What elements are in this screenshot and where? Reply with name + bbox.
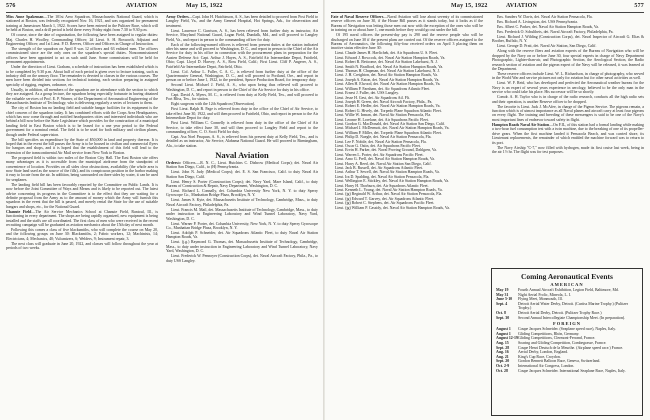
paragraph-text: to Officers.—R. N. C., Lieut. Hutchins C. Disbrow (Medical Corps); det. Naval Air Station San Diego, Calif., to (H) Pennsylvania. (166, 160, 318, 170)
event-date: May 19 (496, 288, 509, 292)
article-paragraph (492, 105, 644, 123)
right-column-2 (492, 15, 644, 265)
article-paragraph (166, 15, 318, 28)
article-paragraph (166, 180, 318, 189)
article-paragraph (166, 189, 318, 198)
paragraph-text: Comdr. A. H. Taylor who is in charge of the radio research, conducts all the high radio sets and their operation, is another Reserve officer to be dropped. (492, 95, 644, 104)
paragraph-text: Of 195 naval officers the present-day pay is 290 and the reserve people who will be discharged on June 30 if the present plans are carried out. Of the reserve officers assigned to the Bureau of Aeronautics, the following fifty-four received orders on April 3 placing them on inactive status effective June 30: (331, 33, 483, 51)
officer-entry: Lieut. Ernest J. Fuller, det. USS Langley. (335, 91, 399, 96)
paragraph-text: Lieut. Frederick W. Pennoyer (Construction Corps), det. Naval Aircraft Factory, Phila., Pa., to duty USS Langley. (166, 254, 318, 263)
event-text: Flying Meet, Monmouth, Ill. (518, 297, 563, 302)
paragraph-text: Ens. Sanders W. Davis, det. Naval Air Station Pensacola, Fla. (497, 15, 593, 19)
officer-entry: Lieut. (jg) Robert C. Stephens, det. Air Squadrons Pacific Fleet. (335, 201, 435, 206)
article-paragraph (6, 88, 158, 106)
officer-entry: Lieut. Arno G. Prell, det. Naval Air Station Hampton Roads, Va. (335, 157, 435, 162)
article-paragraph (6, 33, 158, 46)
article-paragraph (6, 65, 158, 87)
article-paragraph (492, 25, 644, 29)
paragraph-text: Following this comes a class of five blacksmiths, who will complete the course on May 20, and the following groups on June 30: Blacksmiths, 2; Fabric workers, 12; Machinists, 14; Electricians, 4; Mechanics, 40; Vulcanizers, 6; Welders, 9; Instrument repair, 3. (6, 228, 158, 241)
events-american-label: AMERICAN (550, 282, 584, 287)
officer-entry: Lieut. Warren L. Porter, det. Air Squadrons Pacific Fleet. (335, 152, 424, 157)
article-paragraph (166, 254, 318, 263)
event-text: Gliding Competitions, Clermont-Ferrand, France. (518, 336, 596, 341)
article-paragraph (6, 15, 158, 33)
right-page (325, 0, 650, 420)
event-date: Oct. 8 (496, 310, 506, 315)
officer-entry: Lieut. Philip D. Naegle, det. Naval Air Station Pensacola, Fla. (335, 135, 432, 140)
event-text: Coupe Jacques Schneider. (Seaplane speed race), Naples, Italy. (518, 327, 616, 332)
article-paragraph (166, 29, 318, 42)
event-row (496, 302, 638, 311)
paragraph-text: Lieut. Warner P. Porter, det. Columbia University, New York, N. Y. to duty Sperry Gyroscope Co., Manhattan Bridge Plaza, Brooklyn, N. Y. (166, 221, 318, 230)
event-text: Coupe Jacques Schneider. International Seaplane Race, Naples, Italy. (518, 368, 626, 373)
officer-entry: Lieut. Allen H. Elwood, det. Naval Air Station Hampton Roads, Va. (335, 82, 441, 87)
paragraph-text: Lieut. Adolph P. Schneider, det. Air Squadrons Atlantic Fleet, to duty Naval Air Station Hampton Roads, Va. (166, 230, 318, 240)
officer-entry: Lieut. Edward J. Bowcock, det. Naval Air Station Hampton Roads, Va. (335, 55, 446, 60)
paragraph-text: These reserve officers include Lieut. W. L. Richardson, in charge of photography, who served in the World War and service pictures not only for aviation but for other naval activities as well. (492, 72, 644, 81)
paragraph-lead: Hampton Roads Naval Air Station (492, 122, 550, 127)
article-paragraph (492, 44, 644, 48)
article-paragraph (492, 72, 644, 81)
article-paragraph (166, 107, 318, 120)
event-text: Soaring and Gliding Competition, Combegrasse, France. (518, 340, 607, 345)
paragraph-text: Lieut. John N. Judy (Medical Corps); det. E. S. San Francisco, Calif. to duty Naval Air Station San Diego, Calif. (166, 170, 318, 179)
officer-entry: Lieut. Oscar G. Osiin, det. Air Squadrons Pacific Fleet. (335, 143, 421, 148)
article-paragraph (492, 95, 644, 104)
article-paragraph (166, 198, 318, 207)
paragraph-lead: Miss Anne Spakeman (6, 15, 44, 19)
officer-entry: Lieut. J. H. Creighton, det. Naval Air Station Hampton Roads, Va. (335, 73, 438, 78)
article-paragraph (166, 135, 318, 148)
event-date: Sept. 4 (496, 301, 508, 306)
paragraph-text: Second Lieut. Michael J. Fiehl, A. S., who upon being thus relieved will proceed to Washington, D. C., and report in person to the Chief of the Air Service for duty in his office. (166, 83, 318, 92)
officer-entry: Lieut. Robert E. Hedler, det. Naval Air Station Hampton Roads, Va. (335, 104, 441, 109)
header-rule (331, 12, 644, 13)
event-date: Oct. 28 (496, 368, 508, 373)
paragraph-text: Along with the reserve fliers and aviation experts of the Bureau of Navigation who will be dropped by the Navy on or before June 30, four special experts in charge of Navy Department Photographic, Lighter-than-air, and Photographic Section, the Aerological Section, the Radio research section of aviation and the pigeon expert of the Navy will be released, it was learned at the Department. (492, 49, 644, 72)
event-text: Detroit Aerial Water Derby, Detroit. (Curtiss Marine Trophy.) (Pulitzer Trophy.) (518, 301, 629, 311)
article-paragraph (166, 83, 318, 92)
event-date: August 1 (496, 327, 511, 332)
article-paragraph (166, 161, 318, 170)
left-column-1 (6, 15, 158, 418)
events-foreign-label: FOREIGN (552, 321, 581, 327)
event-text: Aerial Derby, London, England. (518, 350, 569, 355)
officer-entry: Lieut. Ervin H. Parker, det. Naval Proving Ground, Dahlgren, Va. (335, 148, 437, 153)
event-text: Gliding Competitions, Rhön, Germany. (518, 331, 580, 336)
officer-entry: Lieut. Kenneth L. Young, det. Naval Air Station Hampton Roads, Va. (335, 188, 443, 193)
event-date: August 1 (496, 331, 511, 336)
section-title: Naval Aviation (215, 150, 269, 161)
paragraph-text: Lieut. Col. Arthur L. Fuller, C. A. C., is relieved from further duty at the office of the Quartermaster General, Washington, D. C., and will proceed to Portland, Ore., and report in person on or before June 1, 1922, to the president, Spruce Production Board, for temporary duty. (166, 69, 318, 83)
paragraph-text: Each of the following-named officers is relieved from present duties at the station indicated after his name and will proceed to Washington, D. C., and report in person to the Chief of the Air Service for duty in his office in connection with the procurement plans in preparation for the Austen Defense Act: Capt. Arthur J. Hayes, A. S., Fairfield Air Intermediate Depot, Fairfield, Ohio; Capt. Lloyd D. Harvey, A. S., Ross Field, Calif.; First Lieut. Cliff P. Angerer, A. S., Fairfield Air Intermediate Depot, Fairfield, Ohio. (166, 42, 318, 69)
officer-entry: Lieut. Claude James H. Havlichek, det. Air Squadrons U. S. Fleet. (335, 51, 438, 56)
running-title: AVIATION (506, 3, 538, 9)
page-number: 577 (634, 3, 644, 9)
paragraph-text: Capt. David A. Myers, M. C., is relieved from duty at Kelly Field, Tex., and will proceed to Fort Bliss, Tex., for station. (166, 92, 318, 102)
article-paragraph (166, 43, 318, 69)
page-number: 576 (6, 3, 16, 9)
event-text: Gordon Bennett Balloon Race, Geneva, Switzerland. (518, 359, 601, 364)
paragraph-text: Lieut. Richard L. Connally, det. Columbia University New York, N. Y. to duty Sperry Gyroscope Co., Manhattan Bridge Plaza, Brooklyn, N. Y. (166, 188, 318, 198)
article-paragraph (331, 15, 483, 33)
officer-entry: Lieut. Gordon G. MacDonald, det. Naval Air Station San Diego, Calif. (335, 121, 445, 126)
paragraph-text: —The Air Service Mechanics School at Chanute Field, Rantoul, Ill., is functioning in every department. The shops are being rapidly organized, new equipment is being installed and the staffs are all coordinated. The first class of men who were received in the recent recruiting campaign will be graduated as aviation mechanics about the 15th day of next month. (6, 209, 158, 228)
paragraph-text: Ens. Frederick O. Schultheis, det. Naval Aircraft Factory, Philadelphia, Pa. (497, 30, 614, 34)
event-row (496, 316, 638, 321)
event-text: International Air Congress, London. (518, 363, 575, 368)
running-title: AVIATION (126, 3, 158, 9)
paragraph-text: Lieut. Francis M. Mail, det. Massachusetts Institute of Technology, Cambridge, Mass., to duty under instruction in Engineering Laboratory and Wind Tunnel Laboratory, Navy Yard, Washington, D. C. (166, 207, 318, 221)
article-paragraph (492, 81, 644, 94)
article-paragraph (492, 123, 644, 145)
officer-entry: Lieut. Lee F. Nobile, det. Naval Air Station Pensacola, Fla. (335, 139, 427, 144)
header-rule (6, 12, 318, 13)
paragraph-text: Lieut. W. F. Reid, who has developed and perfected the Aeronautical weather bureau for the Navy is an expert of several years experience in aerology, believed to be the only man in the service who could take his place. His successor will be so shortly. (492, 81, 644, 95)
event-date: Aug. 21 (496, 354, 509, 359)
officer-entry: Lieut. Robert R. Bettcome, det. Naval Air Station Lakehurst, N. J. (335, 60, 438, 65)
events-box (491, 268, 643, 416)
officer-entry: Lieut. Leonne H. Lorelane, det. Air Squadrons Pacific Fleet. (335, 117, 429, 122)
article-paragraph (166, 240, 318, 253)
article-paragraph (6, 106, 158, 137)
officer-entry: Lieut. Wellington E. Stickley, det. Naval Air Station Hampton Roads, Va. (335, 179, 450, 184)
article-paragraph (6, 183, 158, 209)
event-date: Sept. 30 (496, 315, 510, 320)
paragraph-text: The proposed field is within two miles of the Boston City Hall. The East Boston site offers many advantages as it is accessible from the municipal airdrome from the standpoint of convenience of location. Provides on all sides clear obstructions, availability (the whole area is now State land used as the source of the fills), and its conspicuous position in the harbor making it easy to locate from the air. In addition, being surrounded on three sides by water, it can be used for seaplanes. (6, 155, 158, 182)
officer-entry: Lieut. Jack B. Russell, det. Air Squadrons Atlantic Fleet. (335, 166, 424, 170)
paragraph-lead: Army Orders (166, 15, 189, 19)
event-date: Sept. 28 (496, 345, 510, 350)
paragraph-text: Usually, in addition, all members of the squadron are in attendance with the section to which they are assigned. As a group lecture, the squadron being especially fortunate in having obtained the valuable services of Prof. E. P. Warner, of the Department of Aeronautical Engineering of the Massachusetts Institute of Technology, who is delivering regularly a series of lectures to them. (6, 87, 158, 106)
paragraph-text: Lieut. James S. Kyte, det. Massachusetts Institute of Technology, Cambridge, Mass., to duty Naval Aircraft Factory, Philadelphia, Pa. (166, 198, 318, 207)
officer-entry: Lieut. Harry A. Reed, det. Naval Air Station San Diego, Calif. (335, 161, 432, 166)
issue-date: May 15, 1922 (451, 3, 488, 9)
left-running-head (6, 3, 318, 12)
article-paragraph (166, 208, 318, 221)
events-title: Coming Aeronautical Events (521, 272, 613, 281)
event-text: Night Aerial Frolic, Mineola, L. I. (518, 292, 572, 297)
paragraph-text: Lieut. Henry S. Porter (Construction Corps); det. Navy Yard, Mare Island, Calif., to duty Bureau of Construction & Repair, Navy Department, Washington, D. C. (166, 179, 318, 188)
event-date: June 5-10 (496, 297, 513, 302)
paragraph-text: —The 101st Aero Squadron, Massachusetts National Guard, which is stationed at Boston, was federally recognized Nov. 16, 1921, and was organized for permanent training at Jamestown March 1, 1922. Scores have been entered in the Pulitzer Race, which will be held at Boston, and a drill period is held there every Friday night from 7.30 to 9.30 p.m. (6, 15, 158, 33)
event-text: Second Annual Intercollegiate Championship Meet. (In preparation). (518, 315, 626, 320)
officer-entry: Lieut. Jesse H. Gest, det. Air Squadrons Atl. Flt. (335, 95, 410, 100)
article-paragraph (492, 15, 644, 19)
officer-entry: Lieut. Harry H. Thorburn, det. Air Squadrons Atlantic Fleet. (335, 183, 429, 188)
event-date: Sept. 20 (496, 359, 510, 364)
officer-entry: Lieut. Willie W. Inman, det. Naval Air Station Pensacola, Fla. (335, 113, 432, 118)
article-paragraph (166, 121, 318, 134)
article-paragraph (6, 210, 158, 228)
paragraph-text: —On F.IL, of this station had a formal landing while making a two-hour fuel consumption test with a twin machine, due to the breaking of one of its propeller-drive gears. When the first machine landed it Pensacola Beach, and was carried shore, its Lieutenant replacements, the remainder of which enabled the machine forward was to return to its port. (492, 122, 644, 145)
event-date: May 31 (496, 292, 509, 297)
officer-entry: Lieut. (jg) William P. Cassidy, det. Naval Air Station Hampton Roads, Va. (335, 205, 450, 210)
paragraph-lead: Orders (166, 160, 178, 165)
article-paragraph (6, 228, 158, 241)
event-date: Aug. 16 (496, 350, 509, 355)
article-paragraph (166, 231, 318, 240)
paragraph-text: The Navy Airship "C-7," now filled with hydrogen, made its first cruise last week, being in the air 1½ hr. The flight was for test purposes. (492, 145, 644, 154)
event-date: August 12-19 (496, 336, 518, 341)
event-text: Coupe Henri Deutsch de la Meurthe. (Airplane speed race.) France. (518, 345, 624, 350)
officer-entry: Lieut. Thomas H. Chapman, det. Naval Air Station Lakehurst, N. J. (335, 69, 440, 74)
article-paragraph (166, 170, 318, 179)
paragraph-text: The city of Boston has no landing field and suitable hangar facilities for its equipment is the chief concern of the squadron today. It has combined efforts with the Corps Area Headquarters, which has now come through and notified headquarters cities and interested individuals who are behind a bill now before the State Legislature which provides for the construction of a municipal landing field in East Boston which is to be leased for a one year period to the Federal government for a nominal rental. The field is to be used for both military and civilian planes, though under Federal supervision. (6, 106, 158, 137)
article-paragraph (331, 33, 483, 51)
article-paragraph (6, 47, 158, 65)
officer-entry: Lieut. William P. Miller, det. Torpedo Plane Squadron Atlantic Fleet. (335, 130, 442, 135)
paragraph-text: —Naval Aviation will lose about seventy of its commissioned reserve officers on June 30, if the House Bill passes as it stands today, but it looks as if the Bureau of Navigation was letting those men out now with the exception of the ones who will be in training on or about June 1, one month before they would go out under the bill. (331, 15, 483, 33)
paragraph-lead: Chanute Field (6, 209, 32, 214)
article-paragraph (6, 138, 158, 156)
officer-entry: Lieut. Joseph A. Eaton, det. Naval Air Station Hampton Roads, Va. (335, 77, 440, 82)
paragraph-text: Lieut. (j.g.) Raymond G. Thomas, det. Massachusetts Institute of Technology, Cambridge, Mass., to duty under instruction in Engineering Laboratory and Wind Tunnel Laboratory, Navy Yard, Washington, D. C. (166, 240, 318, 254)
right-running-head (331, 3, 644, 12)
right-column-1 (331, 15, 483, 418)
officer-entry: Lieut. Ira D. Spalding, det. Naval Air Station Pensacola, Fla. (335, 174, 430, 179)
officer-entry: Lieut. William P. Farnham, det. Air Squadrons Atlantic Fleet. (335, 86, 431, 91)
paragraph-text: The bill specifies an expenditure by the State of $50,000 in land and property thereon. It is hoped that in the event the bill passes the Army is to be housed in civilian and commercial flyers for hangars and shops, and it is hoped that the establishment of this field will lead to the extension of the transcontinental Air Mail service from New York to Boston. (6, 137, 158, 155)
paragraph-text: First Lieut. Ralph B. Page is relieved from duty in the office of the Chief of Air Service, to take effect June 30, 1922, and will then proceed to Fairfield, Ohio, and report in person to the Air Intermediate Depot for duty. (166, 107, 318, 121)
paragraph-text: The strength of the squadron on April 8 was 12 officers and 63 enlisted men. The officers commissioned since are the only ones on the squadron's special duties. Noncommissioned officers have been appointed to act as such until June. Some commissions will be held for permanent appointments. (6, 47, 158, 65)
officer-entry: Lieut. Michael J. McDermott, det. Naval Air Station Hampton Roads, Va. (335, 126, 450, 131)
article-paragraph (166, 102, 318, 106)
article-paragraph (6, 242, 158, 251)
article-paragraph (492, 49, 644, 71)
paragraph-text: —Capt. John H. Hutchinson, A. S., has been detailed to proceed from Post Field to Langley Field, Va., and the Army General Hospital, Hot Springs, Ark., for observation and treatment. (166, 15, 318, 28)
event-date: Oct. 2-9 (496, 363, 510, 368)
officer-entry: Lieut. Robert G. Hively, det. Torpedo Plane Squadron Atlantic Fleet. (335, 108, 442, 113)
event-text: King's Cup Race, Croydon. (518, 354, 561, 359)
paragraph-text: Under the direction of Lieut. Graham, a schedule of instruction has been established which is to be completed by 9.30 p.m. About half of each period is given over to lecture training, such as industry drill on the armory floor. The remainder is devoted to classes in the various courses. The men have been divided into sections for technical training, each section preparing in assigned specialty of rigging, engines, ordnance, etc. (6, 65, 158, 87)
officer-entry: Lieut. Arthur T. Sewell, det. Naval Air Station Hampton Roads, Va. (335, 170, 440, 175)
article-paragraph (6, 156, 158, 182)
left-column-2 (166, 15, 318, 418)
paragraph-text: The next class will graduate in June 20, 1922, and classes will follow throughout the year at periods of two weeks. (6, 241, 158, 251)
event-row (496, 369, 638, 374)
paragraph-text: Ens. Richard A. Livingston, det. USS Pennsylvania. (497, 20, 578, 24)
event-date: Aug. 15 (496, 340, 509, 345)
paragraph-text: Lieut. Laurence C. Garrison, A. S., has been relieved from further duty as instructor, Air Service, Maryland National Guard, Logan Field, Dundalk, Md., and will proceed to Langley Field, Va., and report in person to the commanding officer for duty. (166, 28, 318, 42)
officer-entry: Lieut. Smith N. Bradford, det. Naval Air Station Hampton Roads, Va. (335, 64, 444, 69)
event-text: Detroit Aerial Derby, Detroit. (Pulitzer Trophy Race.) (518, 310, 602, 315)
paragraph-text: Ens. Albert C. Parker, det. Naval Air Station Hampton Roads, Va. (497, 25, 599, 29)
paragraph-text: Eight surgeons with the 12th Squadron (Observation). (171, 102, 256, 107)
article-paragraph (492, 146, 644, 155)
officer-entry: Lieut. (jg) Edward T. Garvey, det. Air Squadrons Atlantic Fleet. (335, 196, 435, 201)
article-paragraph (492, 20, 644, 24)
paragraph-lead: Fate of Naval Reserve Officers (331, 15, 384, 19)
event-text: Fourth Annual Aircraft Exhibition, Legion Field, Baltimore, Md. (518, 288, 619, 292)
article-paragraph (492, 30, 644, 34)
officer-entry: Lieut. Joseph H. Green, det. Naval Aircraft Factory, Phila., Pa. (335, 99, 433, 104)
paragraph-text: Lieut. Richard J. Wilding (Construction Corps), det. Naval Inspector of Aircraft G. Elias & Brother, Buffalo, N. Y. (492, 35, 644, 44)
issue-date: May 15, 1922 (186, 3, 223, 9)
paragraph-text: The favorite is Lieut. Jack J. McAfee, in charge of the Pigeon Service. The pigeons remain, a function which is of utmost importance as all Naval planes and aircraft carry at least four pigeons on every flight. The training and breeding of these messengers is said to be one of the Navy's most important lines of endeavor toward safety in flight. (492, 104, 644, 122)
article-paragraph (166, 70, 318, 83)
article-paragraph (166, 93, 318, 102)
article-paragraph (166, 222, 318, 231)
paragraph-text: First Lieut. William C. Connelly is relieved from duty in the office of the Chief of Air Service, to take effect June 30, and will then proceed to Langley Field and report to the commanding officer, C. O. Scott Field for duty. (166, 121, 318, 134)
paragraph-text: The landing field bill has been favorably reported by the Committee on Public Lands. It is now before the Joint Committee of Ways and Means and is likely to be reported out. The latest advice concerning its progress in the Committee is to the effect that they are waiting for a definite proposal from the Army as to the amount of money which the Army will furnish this squadron in the event that the bill is passed, and merely rental the State for the use of suitable hangars and shops, etc., for the National Guard. (6, 182, 158, 209)
paragraph-text: Of course, since the date of organization, the following have been assigned to regular duties: Maj. Charles H. Woolley, Commanding Officer; 2d Lieut. S. H. Bosworth, Adjutant and Engineering Officer; and 1st Lieut. P. D. Reeves, Officer and Officers in Charge of Instruction. (6, 33, 158, 47)
paragraph-text: Capt. Asa Noel Pasquan, A. S., is relieved from his present duty at Kelly Field, Tex., and is detailed as an instructor, Air Service, Alabama National Guard. He will proceed to Birmingham, Ala., to take station. (166, 134, 318, 148)
paragraph-text: Lieut. George D. Pratt, det. Naval Air Station, San Diego, Calif. (497, 44, 597, 49)
article-paragraph (492, 35, 644, 44)
officer-entry: Lieut. (jg) Reginald W. Arthur, det. Naval Air Station Pensacola, Fla. (335, 192, 443, 197)
